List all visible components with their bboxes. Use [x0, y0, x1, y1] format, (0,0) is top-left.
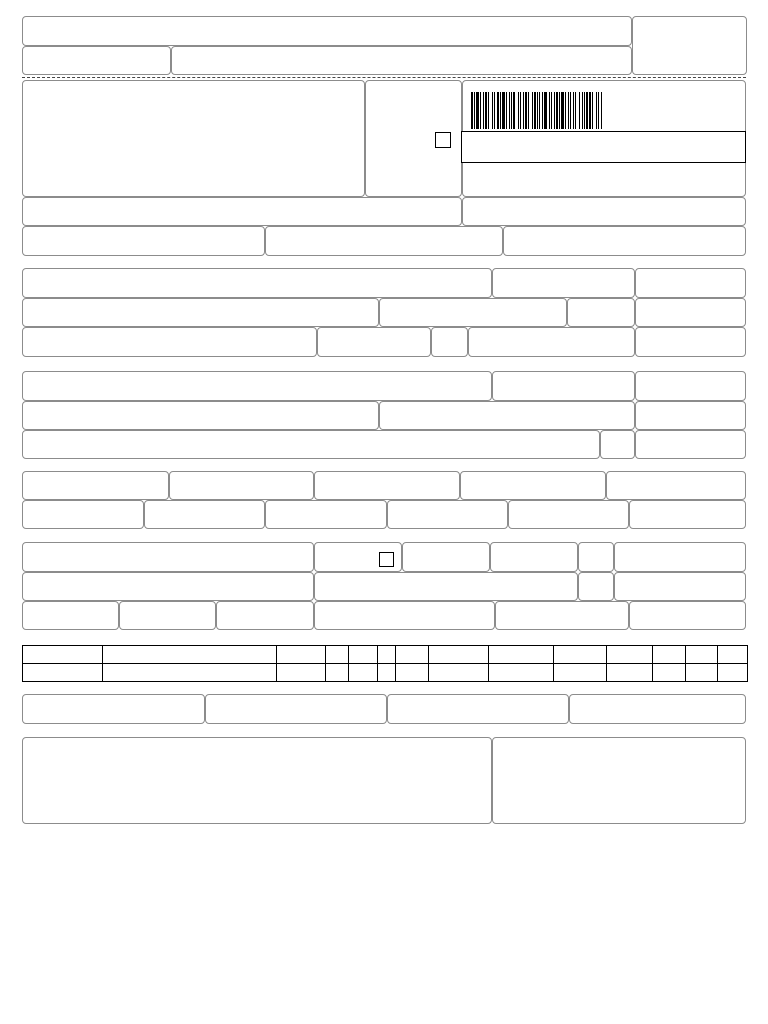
- table-cell[interactable]: [378, 664, 396, 682]
- form-field[interactable]: [314, 601, 495, 630]
- barcode-bar: [474, 92, 475, 129]
- form-field[interactable]: [635, 371, 746, 401]
- barcode-bar: [523, 92, 524, 129]
- table-row: [23, 664, 748, 682]
- form-field[interactable]: [614, 572, 746, 601]
- barcode-bar: [542, 92, 543, 129]
- form-field[interactable]: [22, 298, 379, 327]
- section-checkbox[interactable]: [379, 552, 394, 567]
- form-field[interactable]: [387, 500, 508, 529]
- barcode-bar: [534, 92, 536, 129]
- form-field[interactable]: [22, 268, 492, 298]
- barcode-bar: [584, 92, 585, 129]
- form-field[interactable]: [22, 46, 171, 75]
- form-field[interactable]: [503, 226, 746, 256]
- form-field[interactable]: [22, 737, 492, 824]
- barcode-icon: [471, 92, 669, 129]
- table-cell[interactable]: [349, 646, 378, 664]
- table-cell[interactable]: [23, 664, 103, 682]
- table-cell[interactable]: [103, 664, 277, 682]
- form-field[interactable]: [205, 694, 387, 724]
- header-checkbox[interactable]: [435, 132, 451, 148]
- barcode-bar: [596, 92, 597, 129]
- form-field[interactable]: [314, 471, 460, 500]
- barcode-bar: [573, 92, 574, 129]
- table-cell[interactable]: [277, 646, 326, 664]
- barcode-bar: [561, 92, 564, 129]
- barcode-bar: [518, 92, 519, 129]
- barcode-bar: [480, 92, 481, 129]
- table-cell[interactable]: [489, 646, 554, 664]
- barcode-bar: [494, 92, 495, 129]
- barcode-bar: [511, 92, 512, 129]
- form-field[interactable]: [567, 298, 635, 327]
- table-cell[interactable]: [378, 646, 396, 664]
- form-field[interactable]: [635, 430, 746, 459]
- form-field[interactable]: [635, 298, 746, 327]
- form-field[interactable]: [22, 226, 265, 256]
- form-field[interactable]: [632, 16, 747, 75]
- table-cell[interactable]: [429, 646, 489, 664]
- form-field[interactable]: [22, 694, 205, 724]
- barcode-bar: [579, 92, 580, 129]
- barcode-bar: [509, 92, 510, 129]
- form-field[interactable]: [169, 471, 314, 500]
- table-cell[interactable]: [396, 646, 429, 664]
- form-field[interactable]: [22, 430, 600, 459]
- barcode-bar: [592, 92, 593, 129]
- barcode-bar: [500, 92, 501, 129]
- barcode-bar: [598, 92, 599, 129]
- barcode-bar: [497, 92, 499, 129]
- form-field[interactable]: [265, 226, 503, 256]
- table-cell[interactable]: [396, 664, 429, 682]
- barcode-bar: [551, 92, 552, 129]
- table-cell[interactable]: [103, 646, 277, 664]
- table-row: [23, 646, 748, 664]
- form-field[interactable]: [431, 327, 468, 357]
- barcode-bar: [502, 92, 505, 129]
- form-field[interactable]: [462, 197, 746, 226]
- table-cell[interactable]: [718, 664, 748, 682]
- form-field[interactable]: [635, 327, 746, 357]
- form-field[interactable]: [468, 327, 635, 357]
- table-cell[interactable]: [718, 646, 748, 664]
- form-field[interactable]: [22, 542, 314, 572]
- table-cell[interactable]: [326, 664, 349, 682]
- barcode-bar: [483, 92, 484, 129]
- barcode-bar: [513, 92, 515, 129]
- form-field[interactable]: [635, 401, 746, 430]
- barcode-bar: [554, 92, 555, 129]
- form-field[interactable]: [22, 327, 317, 357]
- form-field[interactable]: [606, 471, 746, 500]
- form-field[interactable]: [314, 572, 578, 601]
- form-field[interactable]: [387, 694, 569, 724]
- form-field[interactable]: [22, 601, 119, 630]
- form-field[interactable]: [578, 542, 614, 572]
- form-field[interactable]: [119, 601, 216, 630]
- barcode-bar: [575, 92, 576, 129]
- form-field[interactable]: [490, 542, 578, 572]
- form-field[interactable]: [600, 430, 635, 459]
- form-field[interactable]: [144, 500, 265, 529]
- form-field[interactable]: [22, 80, 365, 197]
- form-field[interactable]: [22, 16, 632, 46]
- table-cell[interactable]: [23, 646, 103, 664]
- table-cell[interactable]: [326, 646, 349, 664]
- table-cell[interactable]: [686, 646, 718, 664]
- table-cell[interactable]: [489, 664, 554, 682]
- form-field[interactable]: [569, 694, 746, 724]
- barcode-bar: [559, 92, 560, 129]
- form-field[interactable]: [508, 500, 629, 529]
- form-field[interactable]: [22, 471, 169, 500]
- barcode-bar: [601, 92, 602, 129]
- form-field[interactable]: [379, 298, 567, 327]
- form-field[interactable]: [317, 327, 431, 357]
- table-cell[interactable]: [554, 646, 607, 664]
- form-field[interactable]: [22, 197, 462, 226]
- form-field[interactable]: [265, 500, 387, 529]
- barcode-bar: [565, 92, 566, 129]
- table-cell[interactable]: [277, 664, 326, 682]
- form-field[interactable]: [379, 401, 635, 430]
- form-field[interactable]: [629, 500, 746, 529]
- barcode-bar: [506, 92, 507, 129]
- barcode-number-box[interactable]: [461, 131, 746, 163]
- barcode-bar: [532, 92, 533, 129]
- table-cell[interactable]: [607, 646, 653, 664]
- form-field[interactable]: [495, 601, 629, 630]
- table-cell[interactable]: [653, 664, 686, 682]
- form-field[interactable]: [629, 601, 746, 630]
- barcode-bar: [568, 92, 569, 129]
- form-field[interactable]: [492, 268, 635, 298]
- table-cell[interactable]: [653, 646, 686, 664]
- barcode-bar: [549, 92, 550, 129]
- barcode-bar: [525, 92, 527, 129]
- form-field[interactable]: [460, 471, 606, 500]
- form-field[interactable]: [216, 601, 314, 630]
- barcode-bar: [492, 92, 493, 129]
- cut-line-divider: [22, 77, 746, 78]
- form-field[interactable]: [22, 500, 144, 529]
- form-field[interactable]: [22, 371, 492, 401]
- barcode-bar: [539, 92, 540, 129]
- form-field[interactable]: [22, 572, 314, 601]
- table-cell[interactable]: [686, 664, 718, 682]
- form-field[interactable]: [492, 737, 746, 824]
- barcode-bar: [476, 92, 479, 129]
- barcode-bar: [537, 92, 538, 129]
- barcode-bar: [528, 92, 529, 129]
- form-field[interactable]: [635, 268, 746, 298]
- form-field[interactable]: [492, 371, 635, 401]
- form-field[interactable]: [614, 542, 746, 572]
- barcode-bar: [520, 92, 521, 129]
- barcode-bar: [570, 92, 571, 129]
- table-cell[interactable]: [607, 664, 653, 682]
- form-field[interactable]: [578, 572, 614, 601]
- barcode-bar: [556, 92, 558, 129]
- barcode-bar: [485, 92, 487, 129]
- barcode-bar: [586, 92, 588, 129]
- table-cell[interactable]: [349, 664, 378, 682]
- table-cell[interactable]: [429, 664, 489, 682]
- barcode-bar: [471, 92, 473, 129]
- barcode-bar: [589, 92, 591, 129]
- form-field[interactable]: [22, 401, 379, 430]
- barcode-bar: [488, 92, 489, 129]
- barcode-bar: [544, 92, 547, 129]
- form-field[interactable]: [171, 46, 632, 75]
- table-cell[interactable]: [554, 664, 607, 682]
- items-table: [22, 645, 748, 682]
- barcode-bar: [582, 92, 583, 129]
- form-field[interactable]: [402, 542, 490, 572]
